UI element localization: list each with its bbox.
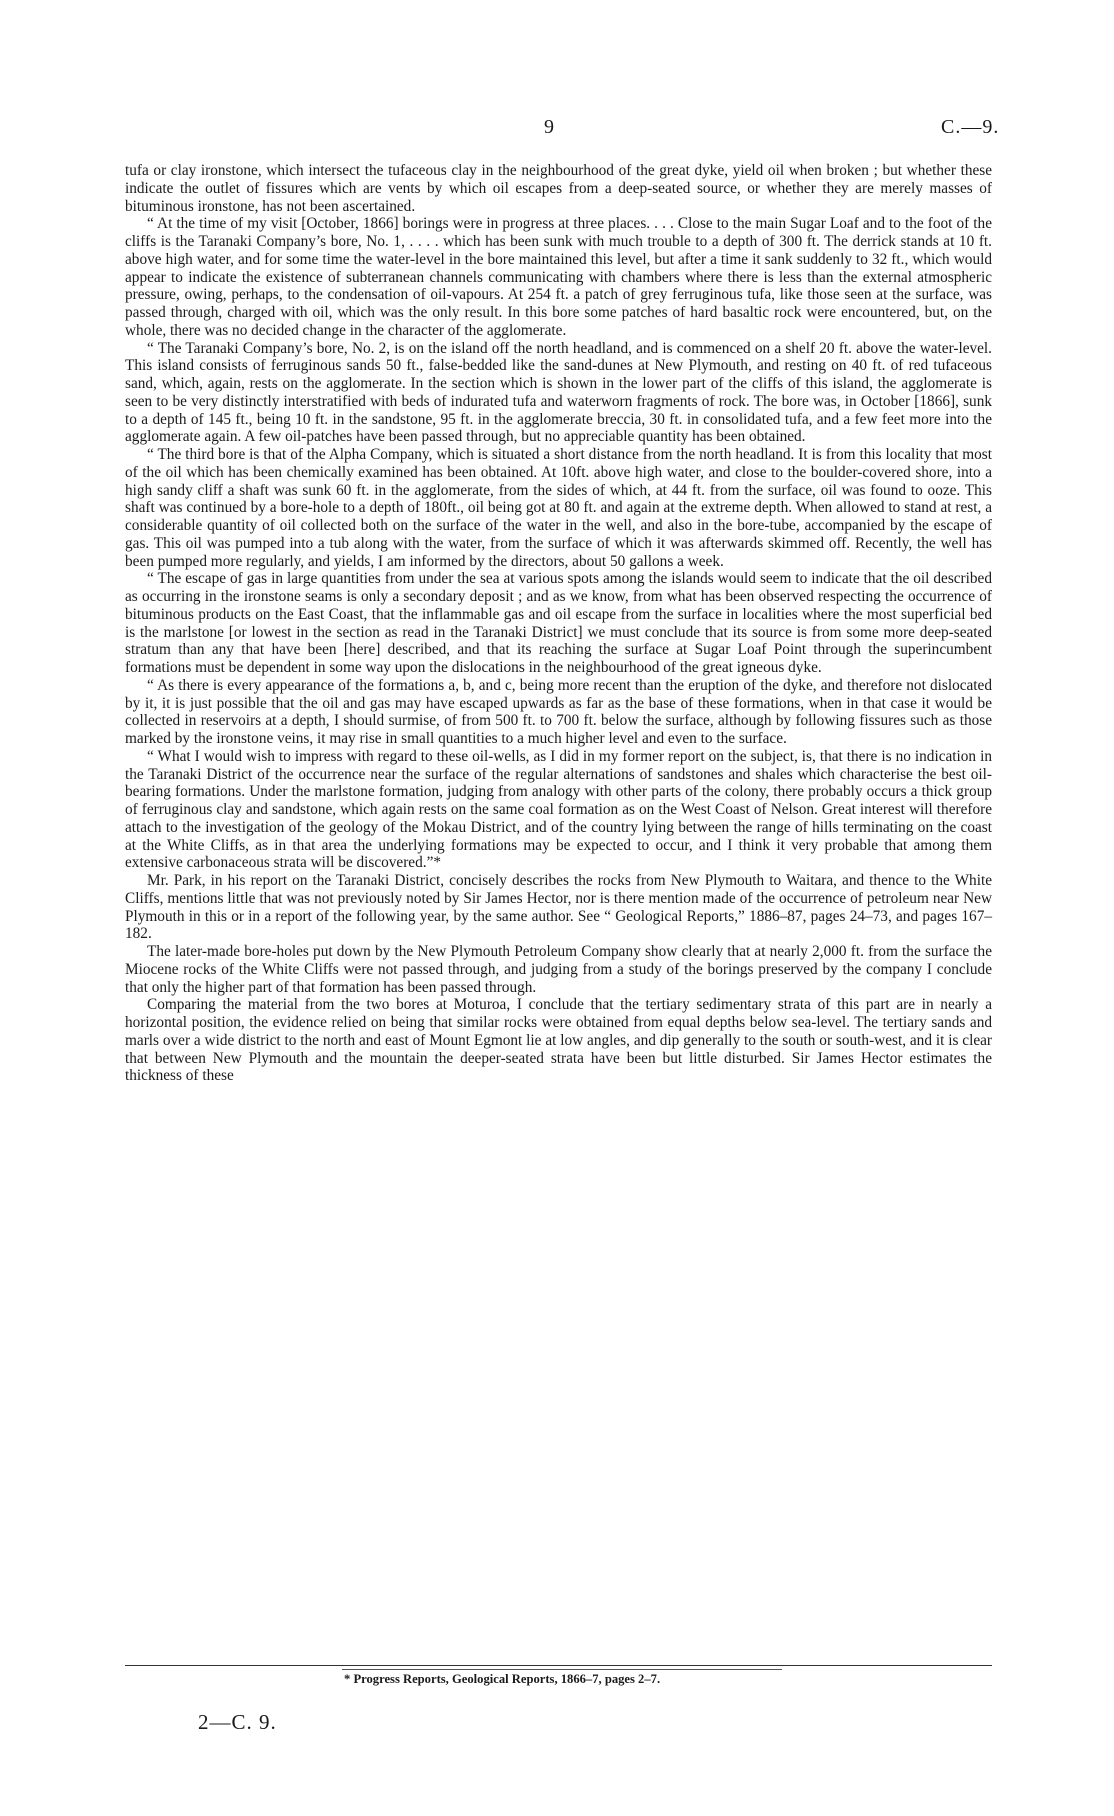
footnote: * Progress Reports, Geological Reports, 1866–7, pages 2–7. xyxy=(344,1672,661,1686)
page-signature: 2—C. 9. xyxy=(198,1710,277,1734)
body-text xyxy=(125,162,992,1085)
paragraph: “ At the time of my visit [October, 1866] borings were in progress at three places. . . . Close to the main Sugar Loaf and to the foot of the cliffs is the Taranaki Company’s bore, No. 1, . . . . which has been sunk with much trouble to a depth of 300 ft. The derrick stands at 10 ft. above high water, and for some time the water-level in the bore maintained this level, but after a time it sank suddenly to 32 ft., which would appear to indicate the existence of subterranean channels communicating with chambers where there is less than the external atmospheric pressure, owing, perhaps, to the condensation of oil-vapours. At 254 ft. a patch of grey ferruginous tufa, like those seen at the surface, was passed through, charged with oil, which was the only result. In this bore some patches of hard basaltic rock were encountered, but, on the whole, there was no decided change in the character of the agglomerate. xyxy=(125,215,992,339)
paragraph: “ The third bore is that of the Alpha Company, which is situated a short distance from the north headland. It is from this locality that most of the oil which has been chemically examined has been obtained. At 10ft. above high water, and close to the boulder-covered shore, into a high sandy cliff a shaft was sunk 60 ft. in the agglomerate, from the sides of which, at 44 ft. from the surface, oil was found to ooze. This shaft was continued by a bore-hole to a depth of 180ft., oil being got at 80 ft. and again at the extreme depth. When allowed to stand at rest, a considerable quantity of oil collected both on the surface of the water in the well, and also in the bore-tube, accompanied by the escape of gas. This oil was pumped into a tub along with the water, from the surface of which it was afterwards skimmed off. Recently, the well has been pumped more regularly, and yields, I am informed by the directors, about 50 gallons a week. xyxy=(125,446,992,570)
paragraph: “ As there is every appearance of the formations a, b, and c, being more recent than the eruption of the dyke, and therefore not dislocated by it, it is just possible that the oil and gas may have escaped upwards as far as the base of these formations, when in that case it would be collected in reservoirs at a depth, I should surmise, of from 500 ft. to 700 ft. below the surface, although by following fissures such as those marked by the ironstone veins, it may rise in small quantities to a much higher level and even to the surface. xyxy=(125,676,992,747)
paragraph: “ The Taranaki Company’s bore, No. 2, is on the island off the north headland, and is commenced on a shelf 20 ft. above the water-level. This island consists of ferruginous sands 50 ft., false-bedded like the sand-dunes at New Plymouth, and resting on 40 ft. of red tufaceous sand, which, again, rests on the agglomerate. In the section which is shown in the lower part of the cliffs of this island, the agglomerate is seen to be very distinctly interstratified with beds of indurated tufa and waterworn fragments of rock. The bore was, in October [1866], sunk to a depth of 145 ft., being 10 ft. in the sandstone, 95 ft. in the agglomerate breccia, 30 ft. in consolidated tufa, and a few feet more into the agglomerate again. A few oil-patches have been passed through, but no appreciable quantity has been obtained. xyxy=(125,339,992,446)
paragraph: tufa or clay ironstone, which intersect the tufaceous clay in the neighbourhood of the great dyke, yield oil when broken ; but whether these indicate the outlet of fissures which are vents by which oil escapes from a deep-seated source, or whether they are merely masses of bituminous ironstone, has not been ascertained. xyxy=(125,162,992,215)
page-header xyxy=(0,116,1114,140)
paragraph: The later-made bore-holes put down by the New Plymouth Petroleum Company show clearly that at nearly 2,000 ft. from the surface the Miocene rocks of the White Cliffs were not passed through, and judging from a study of the borings preserved by the company I conclude that only the higher part of that formation has been passed through. xyxy=(125,943,992,996)
footnote-divider xyxy=(125,1665,992,1666)
footnote-rule xyxy=(342,1669,782,1670)
page-number: 9 xyxy=(544,116,554,138)
paragraph: “ What I would wish to impress with regard to these oil-wells, as I did in my former report on the subject, is, that there is no indication in the Taranaki District of the occurrence near the surface of the regular alternations of sandstones and shales which characterise the best oil-bearing formations. Under the marlstone formation, judging from analogy with other parts of the colony, there probably occurs a thick group of ferruginous clay and sandstone, which again rests on the same coal formation as on the West Coast of Nelson. Great interest will therefore attach to the investigation of the geology of the Mokau District, and of the country lying between the range of hills terminating on the coast at the White Cliffs, as in that area the underlying formations may be expected to occur, and I think it very probable that among them extensive carbonaceous strata will be discovered.”* xyxy=(125,747,992,872)
paragraph: Mr. Park, in his report on the Taranaki District, concisely describes the rocks from New Plymouth to Waitara, and thence to the White Cliffs, mentions little that was not previously noted by Sir James Hector, nor is there mention made of the occurrence of petroleum near New Plymouth in this or in a report of the following year, by the same author. See “ Geological Reports,” 1886–87, pages 24–73, and pages 167–182. xyxy=(125,872,992,943)
paragraph: “ The escape of gas in large quantities from under the sea at various spots among the islands would seem to indicate that the oil described as occurring in the ironstone seams is only a secondary deposit ; and as we know, from what has been observed respecting the occurrence of bituminous products on the East Coast, that the inflammable gas and oil escape from the surface in localities where the most superficial bed is the marlstone [or lowest in the section as read in the Taranaki District] we must conclude that its source is from some more deep-seated stratum than any that have been [here] described, and that its reaching the surface at Sugar Loaf Point through the superincumbent formations must be dependent in some way upon the dislocations in the neighbourhood of the great igneous dyke. xyxy=(125,570,992,676)
paragraph: Comparing the material from the two bores at Moturoa, I conclude that the tertiary sedimentary strata of this part are in nearly a horizontal position, the evidence relied on being that similar rocks were obtained from equal depths below sea-level. The tertiary sands and marls over a wide district to the north and east of Mount Egmont lie at low angles, and dip generally to the south or south-west, and it is clear that between New Plymouth and the mountain the deeper-seated strata have been but little disturbed. Sir James Hector estimates the thickness of these xyxy=(125,996,992,1085)
document-code: C.—9. xyxy=(941,116,1000,138)
